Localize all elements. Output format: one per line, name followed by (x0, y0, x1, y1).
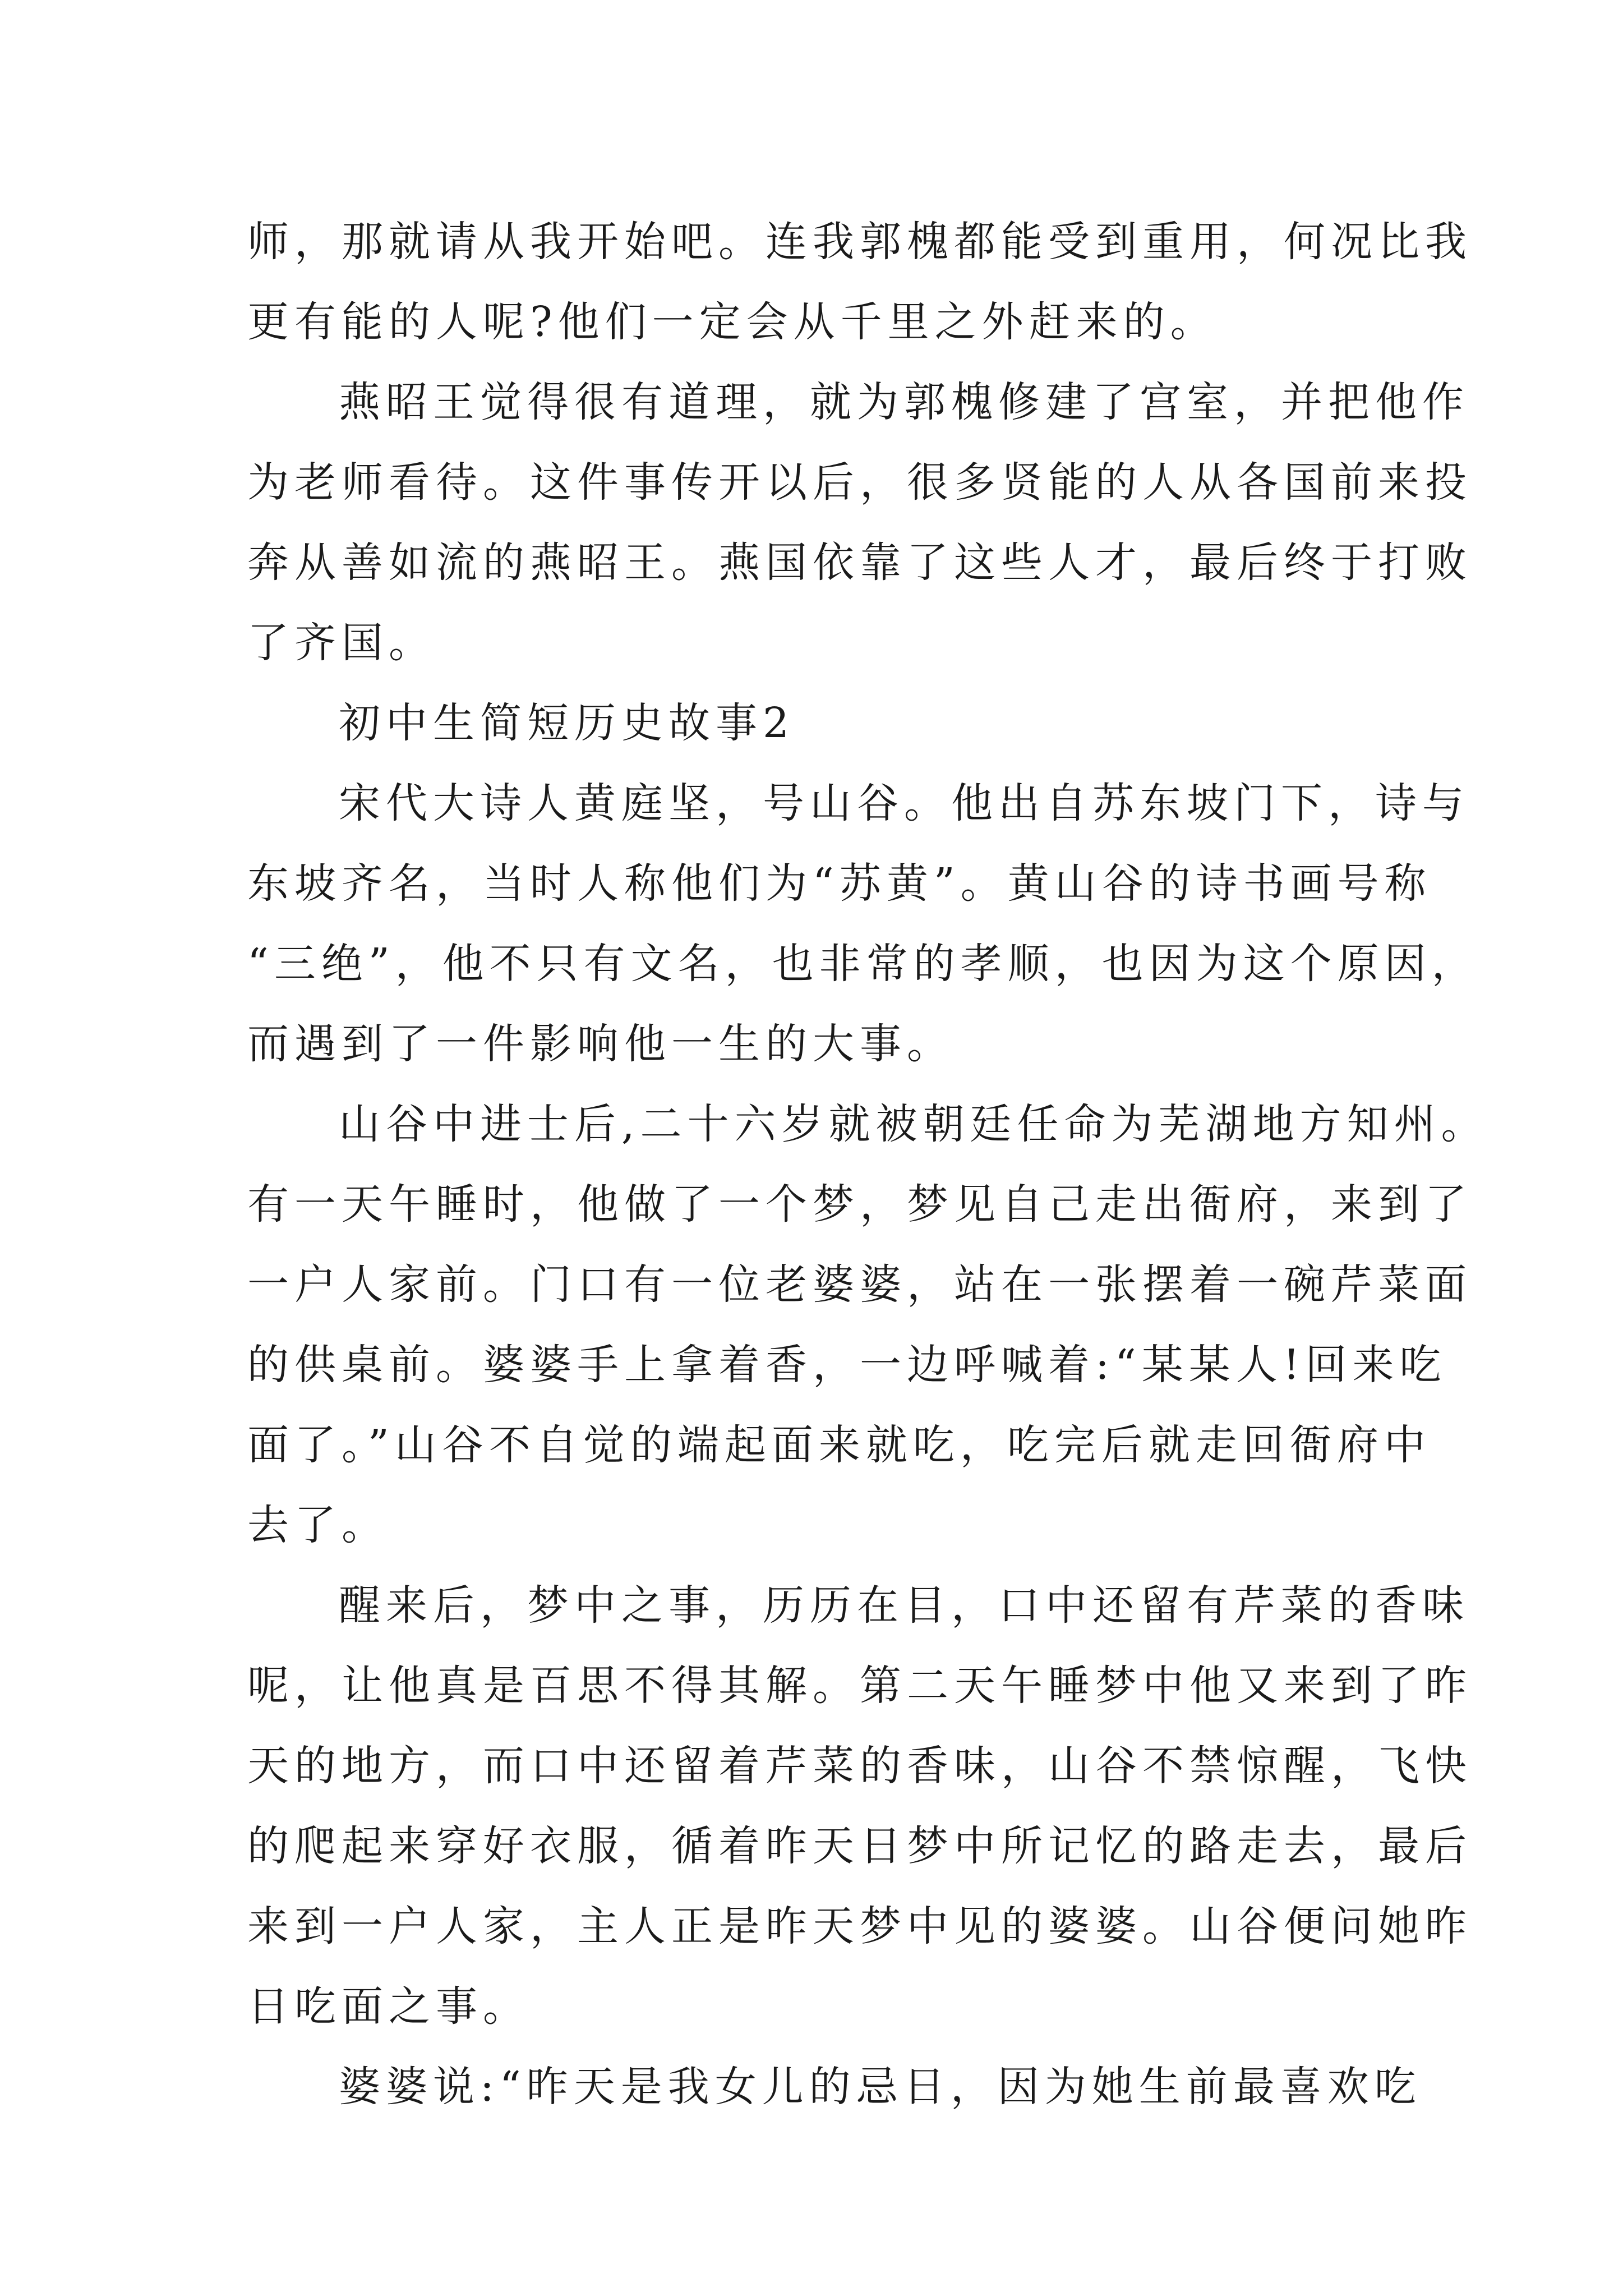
text-line: 呢，让他真是百思不得其解。第二天午睡梦中他又来到了昨 (247, 1662, 1472, 1710)
text-line: 的爬起来穿好衣服，循着昨天日梦中所记忆的路走去，最后 (247, 1822, 1472, 1870)
text-line: 的供桌前。婆婆手上拿着香，一边呼喊着:“某某人!回来吃 (247, 1341, 1447, 1389)
text-line: “三绝”，他不只有文名，也非常的孝顺，也因为这个原因， (247, 940, 1479, 988)
text-line: 日吃面之事。 (247, 1982, 530, 2031)
text-line: 了齐国。 (247, 619, 436, 667)
paragraph-first-line: 宋代大诗人黄庭坚，号山谷。他出自苏东坡门下，诗与 (339, 779, 1469, 827)
text-line: 奔从善如流的燕昭王。燕国依靠了这些人才，最后终于打败 (247, 539, 1472, 587)
text-line: 面了。”山谷不自觉的端起面来就吃，吃完后就走回衙府中 (247, 1421, 1431, 1469)
text-line: 更有能的人呢?他们一定会从千里之外赶来的。 (247, 298, 1218, 346)
text-line: 而遇到了一件影响他一生的大事。 (247, 1020, 954, 1068)
text-line: 为老师看待。这件事传开以后，很多贤能的人从各国前来投 (247, 458, 1472, 507)
text-line: 去了。 (247, 1501, 389, 1549)
paragraph-first-line: 醒来后，梦中之事，历历在目，口中还留有芹菜的香味 (339, 1581, 1469, 1630)
text-line: 天的地方，而口中还留着芹菜的香味，山谷不禁惊醒，飞快 (247, 1742, 1472, 1790)
text-line: 师，那就请从我开始吧。连我郭槐都能受到重用，何况比我 (247, 218, 1472, 266)
paragraph-first-line: 婆婆说:“昨天是我女儿的忌日，因为她生前最喜欢吃 (339, 2063, 1422, 2111)
section-heading: 初中生简短历史故事2 (339, 699, 795, 747)
text-line: 来到一户人家，主人正是昨天梦中见的婆婆。山谷便问她昨 (247, 1902, 1472, 1950)
text-line: 东坡齐名，当时人称他们为“苏黄”。黄山谷的诗书画号称 (247, 859, 1432, 908)
text-line: 有一天午睡时，他做了一个梦，梦见自己走出衙府，来到了 (247, 1180, 1472, 1228)
paragraph-first-line: 山谷中进士后,二十六岁就被朝廷任命为芜湖地方知州。 (339, 1100, 1488, 1148)
text-line: 一户人家前。门口有一位老婆婆，站在一张摆着一碗芹菜面 (247, 1260, 1472, 1309)
paragraph-first-line: 燕昭王觉得很有道理，就为郭槐修建了宫室，并把他作 (339, 378, 1469, 426)
